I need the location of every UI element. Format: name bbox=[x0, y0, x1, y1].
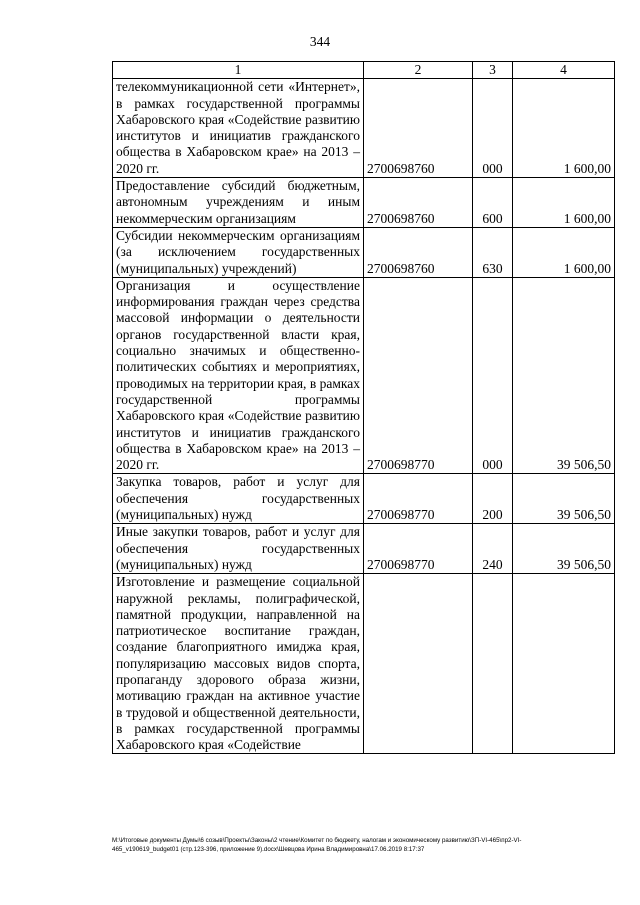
row-vr: 000 bbox=[473, 277, 513, 474]
column-header-vr: 3 bbox=[473, 62, 513, 79]
footer-line-1: M:\Итоговые документы Думы\6 созыв\Проекты\Законы\2 чтение\Комитет по бюджету, налогам и экономическому развитию\ЗП-VI-465\пр2-VI- bbox=[112, 837, 522, 844]
row-code: 2700698770 bbox=[364, 524, 473, 574]
row-name: Изготовление и размещение социальной наружной рекламы, полиграфической, памятной продукции, направленной на патриотическое воспитание граждан, создание благоприятного имиджа края, популяризацию массовых видов спорта, пропаганду здорового образа жизни, мотивацию граждан на активное участие в трудовой и общественной деятельности, в рамках государственной программы Хабаровского края «Содействие bbox=[113, 574, 364, 754]
column-header-code: 2 bbox=[364, 62, 473, 79]
row-vr: 200 bbox=[473, 474, 513, 524]
row-name: Предоставление субсидий бюджетным, автономным учреждениям и иным некоммерческим организациям bbox=[113, 178, 364, 228]
row-name: Организация и осуществление информирования граждан через средства массовой информации о деятельности органов государственной власти края, социально значимых и общественно-политических событиях и мероприятиях, проводимых на территории края, в рамках государственной программы Хабаровского края «Содействие развитию институтов и инициатив гражданского общества в Хабаровском крае» на 2013 – 2020 гг. bbox=[113, 277, 364, 474]
table-row bbox=[113, 524, 615, 574]
table-row bbox=[113, 178, 615, 228]
table-row bbox=[113, 79, 615, 178]
row-code bbox=[364, 574, 473, 754]
row-vr bbox=[473, 574, 513, 754]
row-code: 2700698760 bbox=[364, 178, 473, 228]
row-code: 2700698760 bbox=[364, 79, 473, 178]
row-code: 2700698770 bbox=[364, 474, 473, 524]
row-vr: 000 bbox=[473, 79, 513, 178]
row-vr: 630 bbox=[473, 227, 513, 277]
table-row bbox=[113, 227, 615, 277]
row-sum: 1 600,00 bbox=[513, 227, 615, 277]
row-name: Субсидии некоммерческим организациям (за исключением государственных (муниципальных) учреждений) bbox=[113, 227, 364, 277]
table-row bbox=[113, 277, 615, 474]
column-header-name: 1 bbox=[113, 62, 364, 79]
row-vr: 240 bbox=[473, 524, 513, 574]
row-sum bbox=[513, 574, 615, 754]
row-sum: 39 506,50 bbox=[513, 277, 615, 474]
table-row bbox=[113, 474, 615, 524]
row-code: 2700698760 bbox=[364, 227, 473, 277]
row-sum: 1 600,00 bbox=[513, 178, 615, 228]
row-sum: 39 506,50 bbox=[513, 474, 615, 524]
row-name: телекоммуникационной сети «Интернет», в рамках государственной программы Хабаровского края «Содействие развитию институтов и инициатив гражданского общества в Хабаровском крае» на 2013 – 2020 гг. bbox=[113, 79, 364, 178]
table-header-row bbox=[113, 62, 615, 79]
footer-line-2: 465_v190619_budget01 (стр.123-396, приложение 9).docx\Шевцова Ирина Владимировна\17.06.2019 8:17:37 bbox=[112, 846, 425, 853]
row-code: 2700698770 bbox=[364, 277, 473, 474]
budget-table bbox=[112, 61, 615, 754]
row-vr: 600 bbox=[473, 178, 513, 228]
row-sum: 39 506,50 bbox=[513, 524, 615, 574]
table-row bbox=[113, 574, 615, 754]
row-sum: 1 600,00 bbox=[513, 79, 615, 178]
page-number: 344 bbox=[309, 34, 331, 49]
row-name: Иные закупки товаров, работ и услуг для обеспечения государственных (муниципальных) нужд bbox=[113, 524, 364, 574]
column-header-sum: 4 bbox=[513, 62, 615, 79]
document-path-footer bbox=[112, 836, 620, 854]
row-name: Закупка товаров, работ и услуг для обеспечения государственных (муниципальных) нужд bbox=[113, 474, 364, 524]
